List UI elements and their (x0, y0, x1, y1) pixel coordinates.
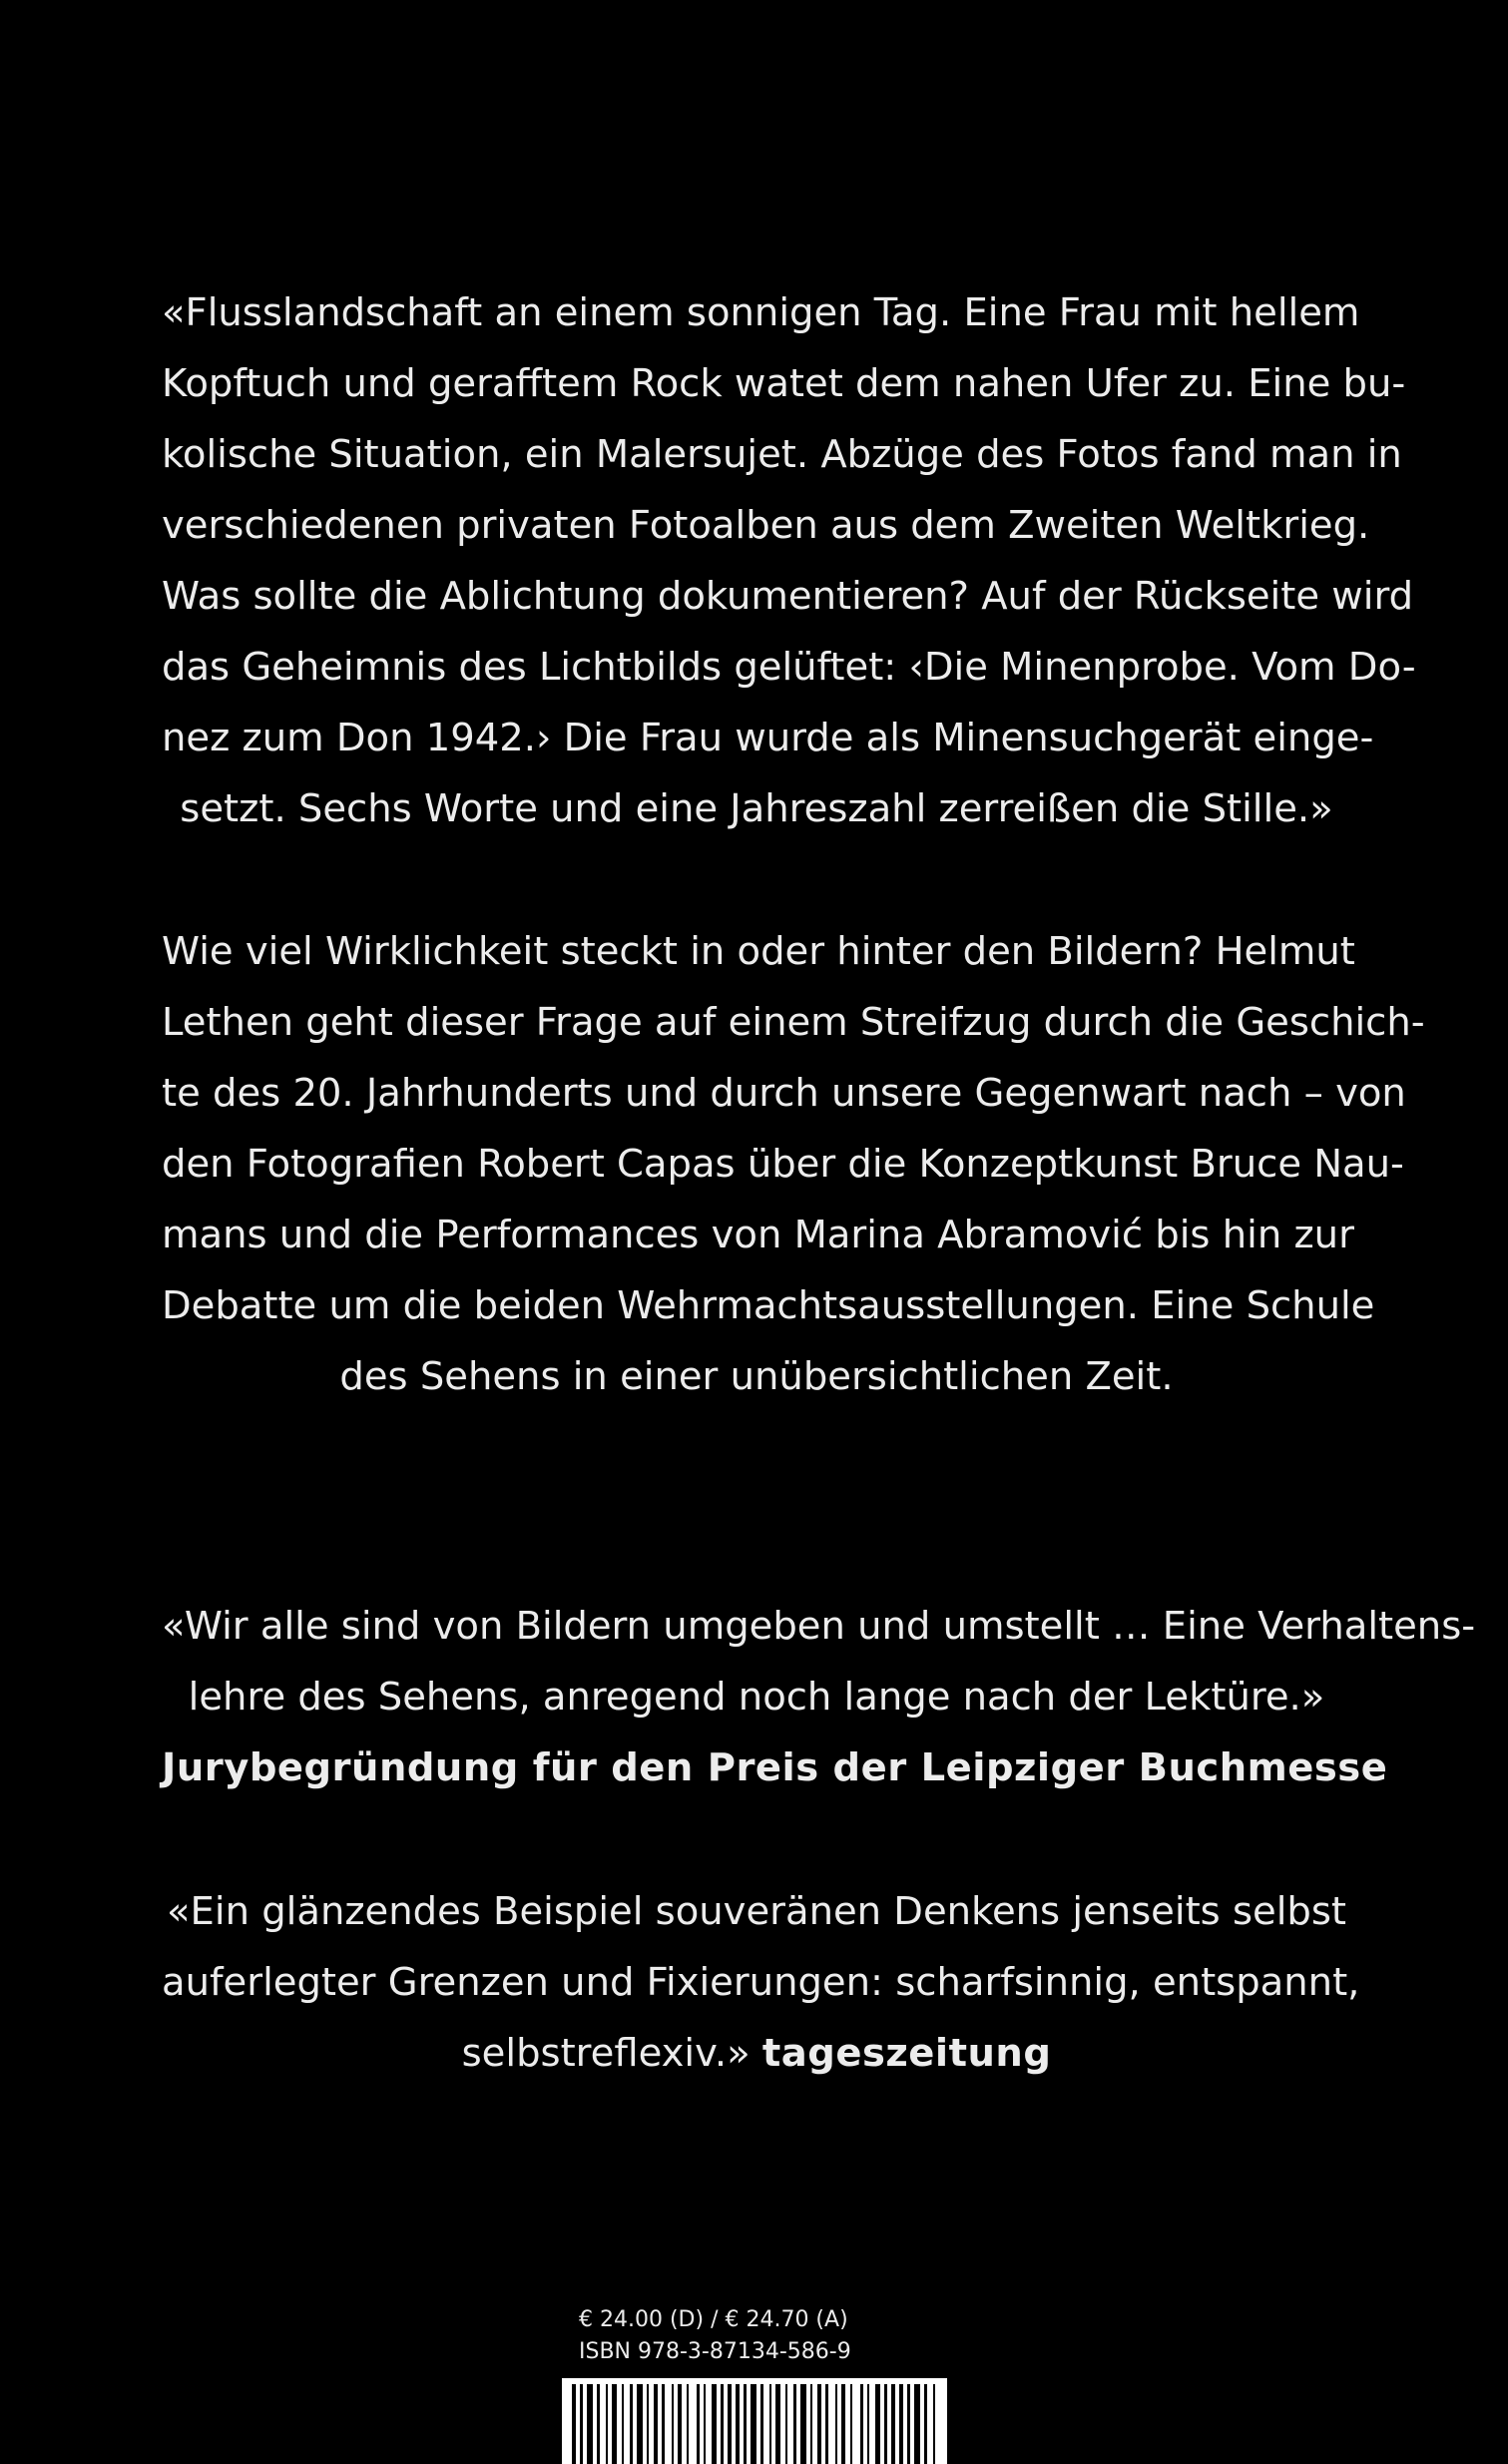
barcode-bar (867, 2384, 869, 2464)
barcode-bar (933, 2384, 935, 2464)
barcode-bar (662, 2384, 665, 2464)
review-quote-jury (162, 1591, 1476, 1803)
blurb-line: Lethen geht dieser Frage auf einem Streifzug durch die Geschich- (162, 1000, 1425, 1045)
barcode-bar (606, 2384, 608, 2464)
barcode-bar (899, 2384, 903, 2464)
barcode-bar (728, 2384, 732, 2464)
barcode-bar (687, 2384, 689, 2464)
blurb-line: Wie viel Wirklichkeit steckt in oder hinter den Bildern? Helmut (162, 929, 1355, 974)
barcode-bar (612, 2384, 617, 2464)
barcode-bar (697, 2384, 700, 2464)
barcode-bar (793, 2384, 796, 2464)
barcode-bar (654, 2384, 658, 2464)
review-quote-taz (162, 1876, 1360, 2089)
barcode-bar (587, 2384, 593, 2464)
price-label: € 24.00 (D) / € 24.70 (A) (579, 2307, 848, 2332)
barcode-bar (769, 2384, 771, 2464)
barcode-bar (721, 2384, 724, 2464)
quote-line: kolische Situation, ein Malersujet. Abzüge des Fotos fand man in (162, 432, 1402, 477)
barcode-bar (572, 2384, 576, 2464)
blurb-line: mans und die Performances von Marina Abramović bis hin zur (162, 1213, 1354, 1257)
price-and-isbn (579, 2304, 928, 2368)
barcode-bar (678, 2384, 682, 2464)
barcode-bar (597, 2384, 600, 2464)
blurb-line: te des 20. Jahrhunderts und durch unsere Gegenwart nach – von (162, 1071, 1406, 1116)
barcode-bar (580, 2384, 583, 2464)
review-source: Jurybegründung für den Preis der Leipziger Buchmesse (162, 1745, 1388, 1790)
barcode-bar (914, 2384, 920, 2464)
barcode-bar (860, 2384, 863, 2464)
barcode-bar (637, 2384, 643, 2464)
review-line: «Wir alle sind von Bildern umgeben und umstellt … Eine Verhaltens- (162, 1604, 1476, 1649)
barcode-bar (751, 2384, 756, 2464)
barcode-bar (622, 2384, 624, 2464)
barcode-bar (775, 2384, 780, 2464)
barcode-bar (672, 2384, 674, 2464)
blurb-line: Debatte um die beiden Wehrmachtsausstellungen. Eine Schule (162, 1283, 1375, 1328)
quote-line: das Geheimnis des Lichtbilds gelüftet: ‹Die Minenprobe. Vom Do- (162, 645, 1416, 690)
review-last-line (162, 2018, 1351, 2089)
barcode-bar (647, 2384, 649, 2464)
quote-line: nez zum Don 1942.› Die Frau wurde als Minensuchgerät einge- (162, 716, 1374, 760)
review-line-end: selbstreflexiv.» (461, 2031, 762, 2076)
barcode-bar (891, 2384, 895, 2464)
barcode (562, 2378, 947, 2464)
review-line: auferlegter Grenzen und Fixierungen: scharfsinnig, entspannt, (162, 1960, 1360, 2005)
barcode-bar (835, 2384, 837, 2464)
barcode-bar (884, 2384, 887, 2464)
barcode-bar (712, 2384, 717, 2464)
review-line: «Ein glänzendes Beispiel souveränen Denkens jenseits selbst (167, 1889, 1346, 1934)
barcode-bar (825, 2384, 828, 2464)
quote-line: «Flusslandschaft an einem sonnigen Tag. Eine Frau mit hellem (162, 290, 1360, 335)
barcode-bar (785, 2384, 787, 2464)
review-source: tageszeitung (761, 2031, 1052, 2076)
quote-line: verschiedenen privaten Fotoalben aus dem Zweiten Weltkrieg. (162, 503, 1370, 548)
barcode-bar (817, 2384, 821, 2464)
barcode-bar (800, 2384, 806, 2464)
barcode-bar (810, 2384, 812, 2464)
barcode-bar (704, 2384, 706, 2464)
opening-quote (162, 277, 1416, 844)
barcode-bar (875, 2384, 880, 2464)
isbn-label: ISBN 978-3-87134-586-9 (579, 2339, 851, 2364)
quote-line: setzt. Sechs Worte und eine Jahreszahl zerreißen die Stille.» (180, 786, 1333, 831)
barcode-bar (744, 2384, 747, 2464)
barcode-bar (924, 2384, 927, 2464)
blurb-line: den Fotografien Robert Capas über die Konzeptkunst Bruce Nau- (162, 1142, 1404, 1187)
quote-line: Was sollte die Ablichtung dokumentieren? Auf der Rückseite wird (162, 574, 1414, 619)
blurb-line: des Sehens in einer unübersichtlichen Zeit. (339, 1354, 1174, 1399)
book-description (162, 916, 1425, 1412)
quote-line: Kopftuch und gerafftem Rock watet dem nahen Ufer zu. Eine bu- (162, 361, 1406, 406)
barcode-bar (850, 2384, 852, 2464)
barcode-bar (630, 2384, 633, 2464)
barcode-bar (841, 2384, 845, 2464)
barcode-bar (907, 2384, 910, 2464)
barcode-bar (736, 2384, 740, 2464)
review-line: lehre des Sehens, anregend noch lange nach der Lektüre.» (188, 1675, 1325, 1720)
barcode-bar (760, 2384, 763, 2464)
